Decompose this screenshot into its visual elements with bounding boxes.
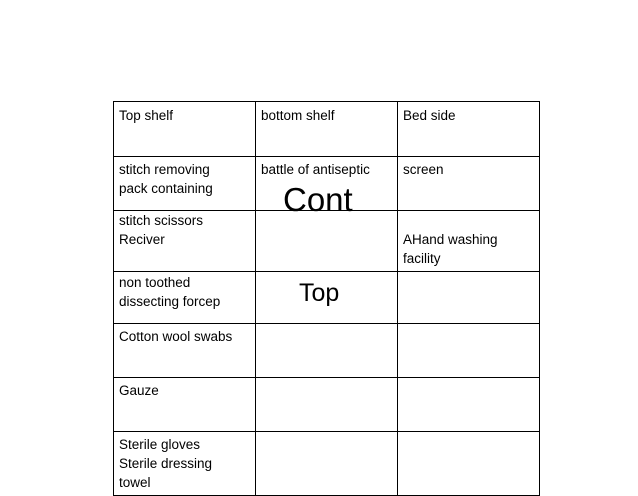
top-label: Top <box>299 279 340 307</box>
cell-text: AHand washing facility <box>403 232 498 266</box>
table-cell <box>398 432 540 496</box>
table-cell <box>398 324 540 378</box>
table-cell <box>114 102 256 157</box>
table-row <box>114 324 540 378</box>
table-cell <box>114 324 256 378</box>
cont-label: Cont <box>283 181 353 218</box>
table-cell <box>256 432 398 496</box>
table-cell <box>114 157 256 211</box>
table-cell <box>114 272 256 324</box>
cell-text: Top shelf <box>119 108 174 123</box>
cell-text: screen <box>403 162 444 177</box>
table-cell <box>398 272 540 324</box>
table-cell <box>398 211 540 272</box>
table-cell <box>256 324 398 378</box>
cell-text: Bed side <box>403 108 456 123</box>
table-cell <box>114 211 256 272</box>
table-cell <box>256 211 398 272</box>
table-row <box>114 432 540 496</box>
cell-text: non toothed dissecting forcep <box>119 275 221 309</box>
table-cell <box>114 432 256 496</box>
table-row <box>114 378 540 432</box>
table-cell <box>398 102 540 157</box>
table-cell <box>398 378 540 432</box>
table-row <box>114 102 540 157</box>
table-cell <box>114 378 256 432</box>
cell-text: bottom shelf <box>261 108 335 123</box>
cell-text: Gauze <box>119 383 159 398</box>
table-cell <box>398 157 540 211</box>
cell-text: Sterile gloves Sterile dressing towel <box>119 437 213 490</box>
cell-text: stitch removing pack containing <box>119 162 213 196</box>
cell-text: stitch scissors Reciver <box>119 213 204 247</box>
table-row <box>114 211 540 272</box>
cell-text: battle of antiseptic <box>261 162 370 177</box>
table-cell <box>256 102 398 157</box>
cell-text: Cotton wool swabs <box>119 329 233 344</box>
table-cell <box>256 378 398 432</box>
